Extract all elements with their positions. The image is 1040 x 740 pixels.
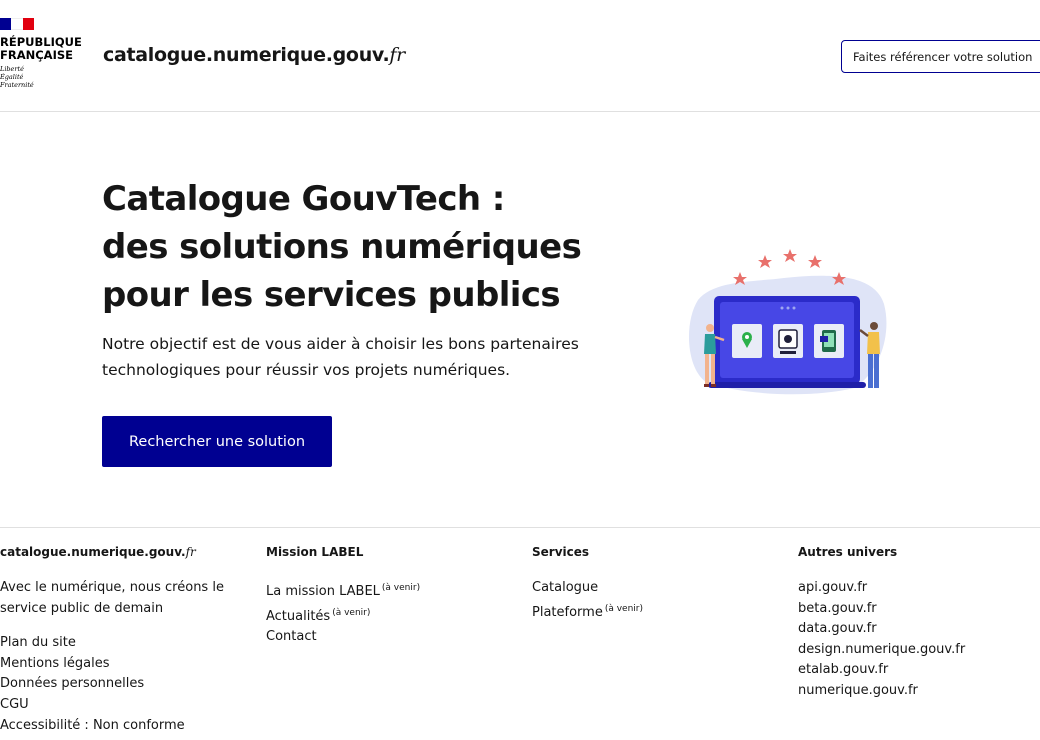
footer-tagline: Avec le numérique, nous créons le service public de demain [0,580,224,616]
republique-francaise-logo[interactable] [0,18,90,89]
page-title: Catalogue GouvTech : des solutions numériques pour les services publics [102,179,582,315]
footer-link-plateforme[interactable]: Plateforme $^{(à venir)}$ [532,603,643,620]
footer-link-contact[interactable]: Contact [266,629,317,645]
site-brand-link[interactable]: catalogue.numerique.gouv.fr [103,44,405,66]
search-solution-button[interactable]: Rechercher une solution [102,416,332,467]
footer-col-mission [266,544,516,648]
footer-link-actualites[interactable]: Actualités $^{(à venir)}$ [266,607,371,624]
site-header [0,0,1040,112]
site-footer [0,527,1040,740]
footer-col-autres-univers [798,544,1038,702]
footer-link-mission-label[interactable]: La mission LABEL $^{(à venir)}$ [266,583,421,599]
footer-link-catalogue[interactable]: Catalogue [532,580,599,595]
footer-link-cgu[interactable]: CGU [0,696,29,712]
footer-link-mentions-legales[interactable]: Mentions légales [0,655,110,671]
rf-motto: Liberté Égalité Fraternité [0,65,34,89]
phone-icon [820,330,836,352]
reference-solution-button[interactable]: Faites référencer votre solution [841,40,1040,73]
rf-name: RÉPUBLIQUE FRANÇAISE [0,35,82,62]
footer-brand[interactable]: catalogue.numerique.gouv.fr [0,545,196,559]
footer-link-accessibilite[interactable]: Accessibilité : Non conforme [0,717,185,733]
footer-link-data-gouv[interactable]: data.gouv.fr [798,621,877,637]
footer-col-services [532,544,782,623]
footer-link-beta-gouv[interactable]: beta.gouv.fr [798,600,877,616]
footer-heading-autres-univers: Autres univers [798,545,898,559]
footer-col-about [0,544,250,736]
footer-link-donnees-personnelles[interactable]: Données personnelles [0,676,145,692]
footer-heading-services: Services [532,545,590,559]
footer-link-api-gouv[interactable]: api.gouv.fr [798,580,868,595]
french-flag-icon [0,18,34,30]
footer-link-etalab[interactable]: etalab.gouv.fr [798,662,889,678]
footer-link-numerique-gouv[interactable]: numerique.gouv.fr [798,682,918,698]
footer-link-design-numerique[interactable]: design.numerique.gouv.fr [798,641,966,657]
hero-illustration [684,242,894,398]
hero-description: Notre objectif est de vous aider à choisir les bons partenaires technologiques pour réussir vos projets numériques. [102,335,579,379]
footer-link-plan-du-site[interactable]: Plan du site [0,635,76,651]
footer-heading-mission: Mission LABEL [266,545,364,559]
